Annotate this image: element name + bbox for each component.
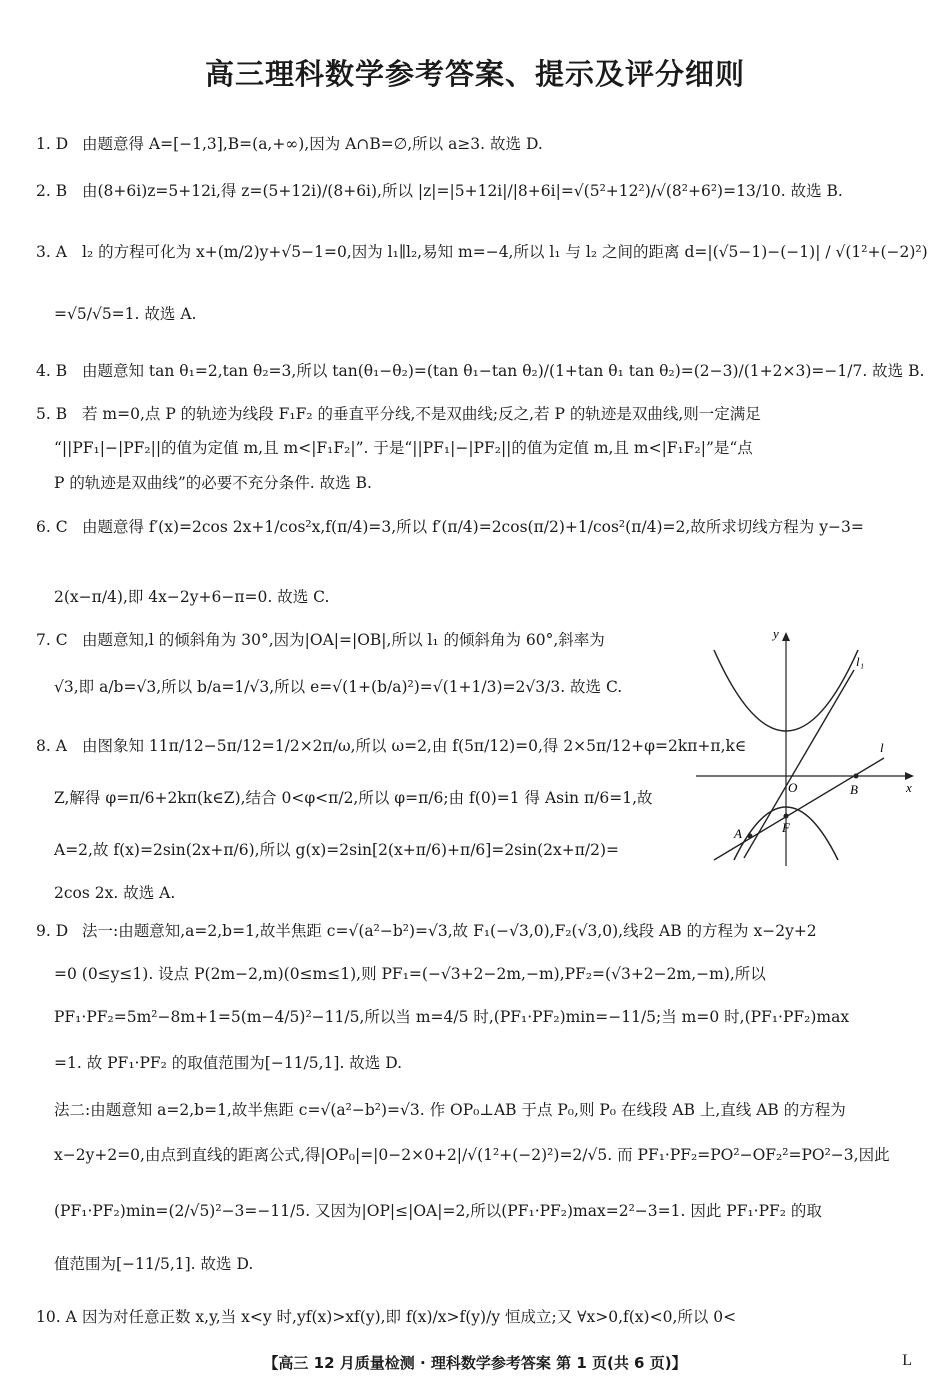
answer-line: [54, 839, 619, 861]
answer-line: [54, 437, 753, 459]
answer-line: [54, 303, 196, 325]
question-number: 8. A: [36, 737, 67, 755]
answer-text: x−2y+2=0,由点到直线的距离公式,得|OP₀|=|0−2×0+2|/√(1²+(−2)²)=2/√5. 而 PF₁·PF₂=PO²−OF₂²=PO²−3,因此: [54, 1146, 890, 1164]
question-number: 2. B: [36, 182, 68, 200]
y-axis-arrow: [782, 632, 790, 641]
question-number: 10. A: [36, 1308, 77, 1326]
answer-text: 值范围为[−11/5,1]. 故选 D.: [54, 1255, 254, 1273]
question-number: 3. A: [36, 243, 67, 261]
answer-line: [36, 1306, 736, 1328]
answer-text: “||PF₁|−|PF₂||的值为定值 m,且 m<|F₁F₂|”. 于是“||PF₁|−|PF₂||的值为定值 m,且 m<|F₁F₂|”是“点: [54, 439, 753, 457]
answer-text: Z,解得 φ=π/6+2kπ(k∈Z),结合 0<φ<π/2,所以 φ=π/6;由 f(0)=1 得 Asin π/6=1,故: [54, 789, 653, 807]
question-number: 9. D: [36, 922, 69, 940]
label-a: A: [734, 826, 742, 841]
answer-text: (PF₁·PF₂)min=(2/√5)²−3=−11/5. 又因为|OP|≤|OA|=2,所以(PF₁·PF₂)max=2²−3=1. 因此 PF₁·PF₂ 的取: [54, 1202, 822, 1220]
answer-text: 若 m=0,点 P 的轨迹为线段 F₁F₂ 的垂直平分线,不是双曲线;反之,若 P 的轨迹是双曲线,则一定满足: [82, 405, 761, 423]
answer-text: 由(8+6i)z=5+12i,得 z=(5+12i)/(8+6i),所以 |z|=|5+12i|/|8+6i|=√(5²+12²)/√(8²+6²)=13/10. 故选 B.: [82, 182, 843, 200]
label-x: x: [906, 780, 912, 795]
answer-line: [36, 920, 817, 942]
page-code: L: [902, 1352, 912, 1369]
question-number: 7. C: [36, 631, 68, 649]
answer-text: √3,即 a/b=√3,所以 b/a=1/√3,所以 e=√(1+(b/a)²)=√(1+1/3)=2√3/3. 故选 C.: [54, 678, 623, 696]
label-l: l: [880, 740, 884, 755]
answer-line: [36, 133, 543, 155]
question-number: 4. B: [36, 362, 68, 380]
question-number: 1. D: [36, 135, 69, 153]
label-f: F: [782, 820, 790, 835]
answer-text: 由图象知 11π/12−5π/12=1/2×2π/ω,所以 ω=2,由 f(5π/12)=0,得 2×5π/12+φ=2kπ+π,k∈: [82, 737, 747, 755]
answer-line: [36, 516, 864, 538]
answer-text: 由题意知,l 的倾斜角为 30°,因为|OA|=|OB|,所以 l₁ 的倾斜角为 60°,斜率为: [82, 631, 605, 649]
answer-text: =1. 故 PF₁·PF₂ 的取值范围为[−11/5,1]. 故选 D.: [54, 1054, 403, 1072]
answer-text: 法二:由题意知 a=2,b=1,故半焦距 c=√(a²−b²)=√3. 作 OP₀⊥AB 于点 P₀,则 P₀ 在线段 AB 上,直线 AB 的方程为: [54, 1101, 846, 1119]
answer-line: [54, 676, 622, 698]
answer-line: [54, 1099, 846, 1121]
answer-text: =√5/√5=1. 故选 A.: [54, 305, 197, 323]
answer-text: P 的轨迹是双曲线”的必要不充分条件. 故选 B.: [54, 474, 372, 492]
line-l1: [744, 670, 854, 858]
answer-text: 因为对任意正数 x,y,当 x<y 时,yf(x)>xf(y),即 f(x)/x>f(y)/y 恒成立;又 ∀x>0,f(x)<0,所以 0<: [82, 1308, 737, 1326]
answer-text: 2(x−π/4),即 4x−2y+6−π=0. 故选 C.: [54, 588, 330, 606]
question-number: 5. B: [36, 405, 68, 423]
answer-line: [54, 586, 329, 608]
label-o: O: [788, 780, 798, 795]
question-number: 6. C: [36, 518, 68, 536]
answer-text: l₂ 的方程可化为 x+(m/2)y+√5−1=0,因为 l₁∥l₂,易知 m=−4,所以 l₁ 与 l₂ 之间的距离 d=|(√5−1)−(−1)| / √(1²+(−2)²): [82, 243, 928, 261]
answer-line: [54, 472, 372, 494]
x-axis-arrow: [905, 772, 914, 780]
answer-text: 2cos 2x. 故选 A.: [54, 884, 176, 902]
answer-line: [54, 1006, 849, 1028]
answer-text: 由题意得 A=[−1,3],B=(a,+∞),因为 A∩B=∅,所以 a≥3. 故选 D.: [82, 135, 543, 153]
answer-text: PF₁·PF₂=5m²−8m+1=5(m−4/5)²−11/5,所以当 m=4/5 时,(PF₁·PF₂)min=−11/5;当 m=0 时,(PF₁·PF₂)max: [54, 1008, 850, 1026]
point-a: [748, 834, 753, 839]
answer-line: [54, 882, 175, 904]
answer-line: [54, 1052, 402, 1074]
answer-text: 法一:由题意知,a=2,b=1,故半焦距 c=√(a²−b²)=√3,故 F₁(−√3,0),F₂(√3,0),线段 AB 的方程为 x−2y+2: [82, 922, 817, 940]
answer-line: [54, 963, 766, 985]
answer-line: [54, 1144, 890, 1166]
point-b: [854, 774, 859, 779]
answer-text: 由题意知 tan θ₁=2,tan θ₂=3,所以 tan(θ₁−θ₂)=(tan θ₁−tan θ₂)/(1+tan θ₁ tan θ₂)=(2−3)/(1+2×3)=−1/7. 故选 B.: [82, 362, 925, 380]
answer-line: [36, 180, 843, 202]
figure-svg: [694, 622, 920, 870]
answer-line: [36, 360, 924, 382]
answer-line: [36, 735, 746, 757]
page-title: 高三理科数学参考答案、提示及评分细则: [204, 57, 745, 91]
answer-line: [54, 787, 653, 809]
line-l: [714, 758, 884, 860]
answer-line: [54, 1253, 253, 1275]
answer-text: A=2,故 f(x)=2sin(2x+π/6),所以 g(x)=2sin[2(x+π/6)+π/6]=2sin(2x+π/2)=: [54, 841, 620, 859]
answer-line: [54, 1200, 822, 1222]
answer-text: 由题意得 f′(x)=2cos 2x+1/cos²x,f(π/4)=3,所以 f′(π/4)=2cos(π/2)+1/cos²(π/4)=2,故所求切线方程为 y−3=: [82, 518, 864, 536]
label-y: y: [773, 626, 779, 641]
point-f: [784, 814, 789, 819]
page-footer: 【高三 12 月质量检测 · 理科数学参考答案 第 1 页(共 6 页)】: [263, 1354, 687, 1372]
answer-line: [36, 629, 605, 651]
answer-text: =0 (0≤y≤1). 设点 P(2m−2,m)(0≤m≤1),则 PF₁=(−√3+2−2m,−m),PF₂=(√3+2−2m,−m),所以: [54, 965, 766, 983]
answer-line: [36, 241, 928, 263]
answer-line: [36, 403, 761, 425]
label-l1: l₁: [856, 654, 865, 669]
hyperbola-figure: [694, 622, 920, 870]
label-b: B: [850, 782, 858, 797]
